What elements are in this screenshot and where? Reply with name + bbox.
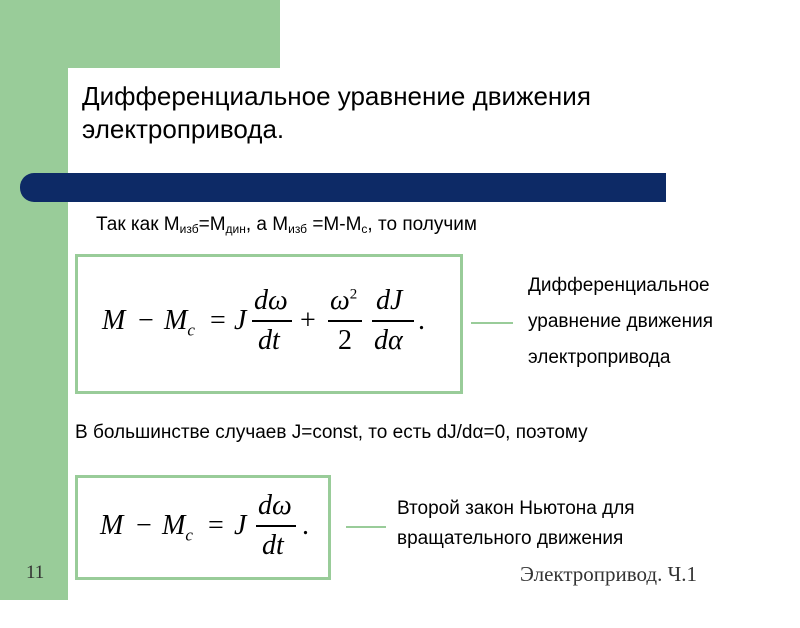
symbol-J: J	[234, 510, 247, 541]
fraction-3-bar	[372, 320, 414, 322]
subscript-c: c	[187, 320, 195, 340]
title-divider-bar	[20, 173, 666, 202]
formula-box-1	[75, 254, 463, 394]
minus-sign: −	[136, 510, 152, 541]
fraction-2-numerator: ω	[330, 285, 350, 316]
title-line-2: электропривода.	[82, 114, 285, 144]
fraction-denominator: dt	[262, 530, 284, 561]
top-decor-band	[0, 0, 280, 68]
intro-part: , то получим	[367, 214, 477, 235]
plus-sign: +	[300, 305, 316, 336]
fraction-2-bar	[328, 320, 362, 322]
fraction-3-numerator: dJ	[376, 285, 403, 316]
symbol-M: M	[164, 305, 188, 336]
connector-line-1	[471, 322, 513, 324]
intro-subscript: дин	[225, 222, 246, 236]
slide-number: 11	[26, 562, 45, 583]
symbol-J: J	[234, 305, 247, 336]
description-line: Дифференциальное	[528, 275, 710, 296]
equals-sign: =	[210, 305, 226, 336]
intro-text	[96, 214, 477, 236]
intro-subscript: изб	[288, 222, 308, 236]
description-line: электропривода	[528, 347, 671, 368]
period: .	[302, 510, 309, 541]
slide-title	[82, 80, 722, 146]
fraction-1-bar	[252, 320, 292, 322]
fraction-numerator: dω	[258, 490, 292, 521]
title-line-1: Дифференциальное уравнение движения	[82, 81, 591, 111]
intro-part: =М	[198, 214, 226, 235]
fraction-bar	[256, 525, 296, 527]
fraction-1-numerator: dω	[254, 285, 288, 316]
description-line: уравнение движения	[528, 311, 713, 332]
symbol-M: M	[100, 510, 124, 541]
minus-sign: −	[138, 305, 154, 336]
fraction-1-denominator: dt	[258, 325, 280, 356]
equation-1	[78, 257, 460, 391]
formula-1-description	[528, 268, 798, 376]
subscript-c: c	[185, 525, 193, 545]
equals-sign: =	[208, 510, 224, 541]
period: .	[418, 305, 425, 336]
footer-text: Электропривод. Ч.1	[520, 562, 697, 586]
intro-part: , а М	[245, 214, 289, 235]
middle-text: В большинстве случаев J=const, то есть dJ/dα=0, поэтому	[75, 422, 588, 443]
intro-part: =М-М	[307, 214, 362, 235]
intro-part: Так как М	[96, 214, 180, 235]
formula-2-description	[397, 494, 777, 554]
fraction-2-denominator: 2	[338, 325, 352, 356]
symbol-M: M	[162, 510, 186, 541]
connector-line-2	[346, 526, 386, 528]
formula-box-2	[75, 475, 331, 580]
intro-subscript: с	[361, 222, 368, 236]
equation-2	[78, 478, 328, 577]
exponent: 2	[349, 286, 358, 303]
intro-subscript: изб	[179, 222, 199, 236]
description-line: вращательного движения	[397, 528, 624, 549]
description-line: Второй закон Ньютона для	[397, 498, 635, 519]
left-decor-band	[0, 0, 68, 600]
fraction-3-denominator: dα	[374, 325, 403, 356]
symbol-M: M	[102, 305, 126, 336]
